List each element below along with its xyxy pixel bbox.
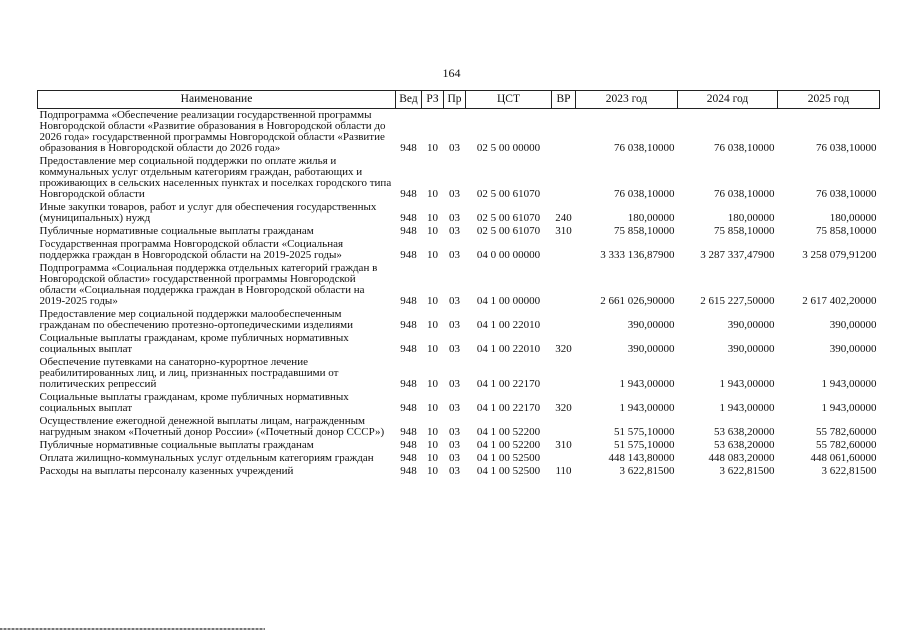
cell-name: Предоставление мер социальной поддержки малообеспеченным гражданам по обеспечению протезно-ортопедическими изделиями xyxy=(39,308,354,331)
cell-rz: 10 xyxy=(427,343,438,355)
cell-cst: 04 1 00 22170 xyxy=(476,402,541,414)
cell-2024: 76 038,10000 xyxy=(714,142,775,154)
cell-rz: 10 xyxy=(427,212,438,224)
cell-2024: 390,00000 xyxy=(727,319,775,331)
cell-ved: 948 xyxy=(400,188,417,200)
cell-2023: 76 038,10000 xyxy=(614,142,675,154)
cell-2024: 3 287 337,47900 xyxy=(700,249,775,261)
cell-2025: 390,00000 xyxy=(829,319,877,331)
table-row xyxy=(38,262,880,308)
cell-ved: 948 xyxy=(400,439,417,451)
cell-name: Публичные нормативные социальные выплаты гражданам xyxy=(39,439,314,451)
cell-ved: 948 xyxy=(400,378,417,390)
cell-cst: 04 1 00 52500 xyxy=(476,452,541,464)
cell-name: Иные закупки товаров, работ и услуг для обеспечения государственных (муниципальных) нужд xyxy=(39,201,377,224)
table-row xyxy=(38,465,880,478)
page-number: 164 xyxy=(442,66,461,80)
table-row xyxy=(38,439,880,452)
cell-2024: 75 858,10000 xyxy=(714,225,775,237)
table-row xyxy=(38,356,880,391)
cell-pr: 03 xyxy=(449,402,460,414)
cell-pr: 03 xyxy=(449,343,460,355)
cell-2023: 76 038,10000 xyxy=(614,188,675,200)
cell-name: Осуществление ежегодной денежной выплаты лицам, награжденным нагрудным знаком «Почетный донор России» («Почетный донор СССР») xyxy=(39,415,385,438)
cell-ved: 948 xyxy=(400,465,417,477)
cell-name: Социальные выплаты гражданам, кроме публичных нормативных социальных выплат xyxy=(39,391,349,414)
cell-2025: 448 061,60000 xyxy=(810,452,877,464)
cell-2023: 1 943,00000 xyxy=(619,378,675,390)
cell-name: Публичные нормативные социальные выплаты гражданам xyxy=(39,225,314,237)
cell-2023: 448 143,80000 xyxy=(608,452,675,464)
header-ved: Вед xyxy=(396,91,422,109)
table-row xyxy=(38,391,880,415)
cell-2025: 76 038,10000 xyxy=(816,188,877,200)
cell-cst: 04 0 00 00000 xyxy=(476,249,541,261)
cell-2025: 1 943,00000 xyxy=(821,402,877,414)
cell-2023: 180,00000 xyxy=(627,212,675,224)
cell-pr: 03 xyxy=(449,295,460,307)
cell-pr: 03 xyxy=(449,378,460,390)
cell-2024: 3 622,81500 xyxy=(719,465,775,477)
table-row xyxy=(38,452,880,465)
cell-name: Обеспечение путевками на санаторно-курортное лечение реабилитированных лиц, и лиц, признанных пострадавшими от политических репрессий xyxy=(39,356,339,390)
cell-rz: 10 xyxy=(427,452,438,464)
cell-2025: 76 038,10000 xyxy=(816,142,877,154)
scan-edge-line xyxy=(0,628,265,630)
header-2023: 2023 год xyxy=(576,91,678,109)
cell-ved: 948 xyxy=(400,426,417,438)
header-pr: Пр xyxy=(444,91,466,109)
cell-rz: 10 xyxy=(427,426,438,438)
header-rz: РЗ xyxy=(422,91,444,109)
cell-2024: 1 943,00000 xyxy=(719,402,775,414)
cell-2024: 1 943,00000 xyxy=(719,378,775,390)
cell-2023: 390,00000 xyxy=(627,343,675,355)
cell-name: Государственная программа Новгородской области «Социальная поддержка граждан в Новгородской области на 2019-2025 годы» xyxy=(39,238,344,261)
table-row xyxy=(38,201,880,225)
cell-vr xyxy=(552,262,576,308)
cell-vr: 320 xyxy=(555,343,572,355)
cell-2024: 76 038,10000 xyxy=(714,188,775,200)
cell-ved: 948 xyxy=(400,249,417,261)
cell-2025: 55 782,60000 xyxy=(816,439,877,451)
cell-rz: 10 xyxy=(427,465,438,477)
cell-ved: 948 xyxy=(400,142,417,154)
table-header xyxy=(38,91,880,109)
cell-2023: 75 858,10000 xyxy=(614,225,675,237)
cell-ved: 948 xyxy=(400,319,417,331)
cell-vr xyxy=(552,308,576,332)
cell-pr: 03 xyxy=(449,225,460,237)
cell-name: Подпрограмма «Обеспечение реализации государственной программы Новгородской области «Развитие образования в Новгородской области до 2026 года» государственной программы Новгородской области «Развитие образования в Новгородской области до 2026 года» xyxy=(39,109,386,154)
cell-rz: 10 xyxy=(427,295,438,307)
cell-name: Расходы на выплаты персоналу казенных учреждений xyxy=(39,465,294,477)
cell-cst: 04 1 00 52500 xyxy=(476,465,541,477)
cell-rz: 10 xyxy=(427,188,438,200)
table-row xyxy=(38,238,880,262)
cell-2023: 1 943,00000 xyxy=(619,402,675,414)
cell-2024: 180,00000 xyxy=(727,212,775,224)
cell-pr: 03 xyxy=(449,465,460,477)
cell-2025: 2 617 402,20000 xyxy=(802,295,877,307)
cell-vr xyxy=(552,109,576,156)
cell-name: Социальные выплаты гражданам, кроме публичных нормативных социальных выплат xyxy=(39,332,349,355)
table-row xyxy=(38,415,880,439)
table-body xyxy=(38,109,880,479)
cell-vr xyxy=(552,155,576,201)
cell-2024: 390,00000 xyxy=(727,343,775,355)
cell-ved: 948 xyxy=(400,452,417,464)
header-2024: 2024 год xyxy=(678,91,778,109)
cell-ved: 948 xyxy=(400,343,417,355)
budget-table xyxy=(37,90,880,478)
cell-pr: 03 xyxy=(449,439,460,451)
cell-pr: 03 xyxy=(449,212,460,224)
cell-pr: 03 xyxy=(449,426,460,438)
cell-2024: 53 638,20000 xyxy=(714,439,775,451)
cell-name: Оплата жилищно-коммунальных услуг отдельным категориям граждан xyxy=(39,452,374,464)
cell-cst: 04 1 00 22010 xyxy=(476,319,541,331)
cell-cst: 04 1 00 52200 xyxy=(476,426,541,438)
cell-pr: 03 xyxy=(449,452,460,464)
cell-ved: 948 xyxy=(400,295,417,307)
cell-cst: 02 5 00 61070 xyxy=(476,225,541,237)
cell-2025: 3 622,81500 xyxy=(821,465,877,477)
table-row xyxy=(38,155,880,201)
cell-2023: 3 622,81500 xyxy=(619,465,675,477)
cell-2023: 2 661 026,90000 xyxy=(600,295,675,307)
cell-vr xyxy=(552,452,576,465)
cell-2023: 51 575,10000 xyxy=(614,426,675,438)
table-row xyxy=(38,225,880,238)
cell-vr xyxy=(552,356,576,391)
cell-vr: 320 xyxy=(555,402,572,414)
cell-rz: 10 xyxy=(427,142,438,154)
cell-rz: 10 xyxy=(427,402,438,414)
cell-ved: 948 xyxy=(400,212,417,224)
cell-2025: 55 782,60000 xyxy=(816,426,877,438)
header-vr: ВР xyxy=(552,91,576,109)
cell-2025: 180,00000 xyxy=(829,212,877,224)
cell-2023: 3 333 136,87900 xyxy=(600,249,675,261)
cell-2025: 1 943,00000 xyxy=(821,378,877,390)
cell-name: Подпрограмма «Социальная поддержка отдельных категорий граждан в Новгородской области» государственной программы Новгородской области «Социальная поддержка граждан в Новгородской области на 2019-2025 годы» xyxy=(39,262,378,307)
cell-2025: 390,00000 xyxy=(829,343,877,355)
cell-cst: 02 5 00 00000 xyxy=(476,142,541,154)
cell-cst: 04 1 00 22010 xyxy=(476,343,541,355)
cell-2024: 53 638,20000 xyxy=(714,426,775,438)
cell-pr: 03 xyxy=(449,188,460,200)
cell-vr: 240 xyxy=(555,212,572,224)
cell-2023: 390,00000 xyxy=(627,319,675,331)
header-name: Наименование xyxy=(38,91,396,109)
cell-vr: 110 xyxy=(555,465,572,477)
cell-rz: 10 xyxy=(427,378,438,390)
cell-cst: 02 5 00 61070 xyxy=(476,188,541,200)
cell-vr: 310 xyxy=(555,439,572,451)
cell-rz: 10 xyxy=(427,225,438,237)
cell-rz: 10 xyxy=(427,319,438,331)
cell-2025: 3 258 079,91200 xyxy=(802,249,877,261)
cell-cst: 04 1 00 52200 xyxy=(476,439,541,451)
table-row xyxy=(38,109,880,156)
cell-vr xyxy=(552,415,576,439)
cell-pr: 03 xyxy=(449,249,460,261)
cell-pr: 03 xyxy=(449,142,460,154)
cell-rz: 10 xyxy=(427,439,438,451)
cell-cst: 04 1 00 22170 xyxy=(476,378,541,390)
cell-2023: 51 575,10000 xyxy=(614,439,675,451)
header-2025: 2025 год xyxy=(778,91,880,109)
cell-2024: 2 615 227,50000 xyxy=(700,295,775,307)
cell-ved: 948 xyxy=(400,402,417,414)
cell-cst: 02 5 00 61070 xyxy=(476,212,541,224)
cell-name: Предоставление мер социальной поддержки по оплате жилья и коммунальных услуг отдельным категориям граждан, работающих и проживающих в сельских населенных пунктах и поселках городского типа Новгородской области xyxy=(39,155,392,200)
cell-cst: 04 1 00 00000 xyxy=(476,295,541,307)
header-cst: ЦСТ xyxy=(466,91,552,109)
table-row xyxy=(38,308,880,332)
table-row xyxy=(38,332,880,356)
cell-vr: 310 xyxy=(555,225,572,237)
cell-vr xyxy=(552,238,576,262)
cell-2024: 448 083,20000 xyxy=(708,452,775,464)
cell-rz: 10 xyxy=(427,249,438,261)
cell-2025: 75 858,10000 xyxy=(816,225,877,237)
cell-pr: 03 xyxy=(449,319,460,331)
cell-ved: 948 xyxy=(400,225,417,237)
